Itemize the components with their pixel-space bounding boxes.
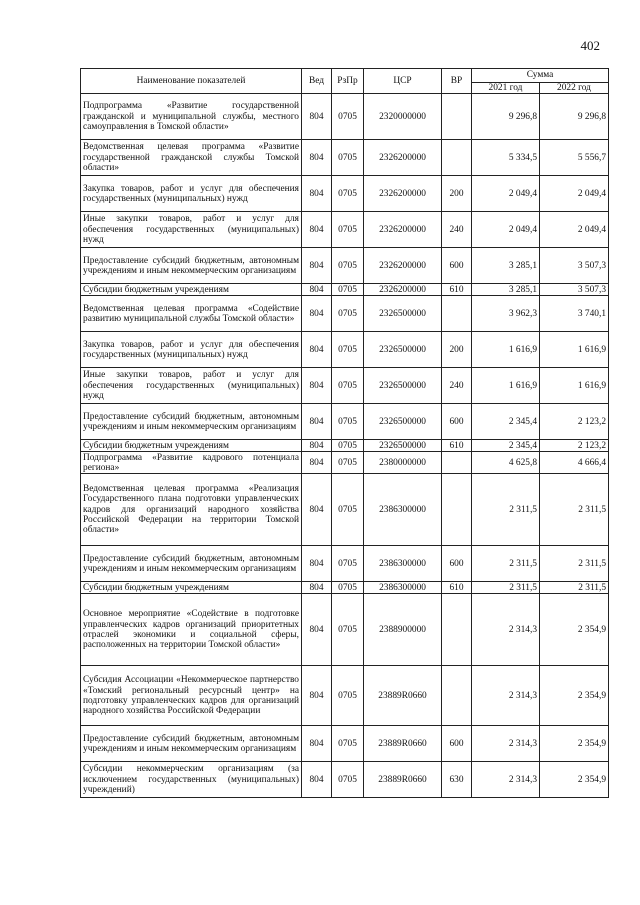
row-name-cell: Субсидии бюджетным учреждениям [81,582,302,594]
row-name-cell: Предоставление субсидий бюджетным, автономным учреждениям и иным некоммерческим организациям [81,404,302,440]
row-rzpr-cell: 0705 [332,248,364,284]
row-name-cell: Субсидии бюджетным учреждениям [81,440,302,452]
row-csr-cell: 2386300000 [364,582,442,594]
row-name-cell: Ведомственная целевая программа «Развитие государственной гражданской службы Томской области» [81,140,302,176]
row-name-cell: Закупка товаров, работ и услуг для обеспечения государственных (муниципальных) нужд [81,176,302,212]
row-rzpr-cell: 0705 [332,404,364,440]
row-vr-cell: 240 [442,368,472,404]
row-2021-cell: 3 285,1 [472,248,540,284]
row-rzpr-cell: 0705 [332,594,364,666]
table-row [81,248,609,284]
row-2022-cell: 2 311,5 [540,546,609,582]
table-row [81,176,609,212]
row-vr-cell [442,296,472,332]
row-2021-cell: 2 049,4 [472,176,540,212]
row-ved-cell: 804 [302,582,332,594]
row-2022-cell: 3 507,3 [540,248,609,284]
row-2021-cell: 1 616,9 [472,332,540,368]
row-2021-cell: 2 311,5 [472,582,540,594]
row-vr-cell [442,666,472,726]
row-2022-cell: 2 354,9 [540,762,609,798]
row-name-cell: Предоставление субсидий бюджетным, автономным учреждениям и иным некоммерческим организациям [81,726,302,762]
row-vr-cell: 200 [442,176,472,212]
row-vr-cell [442,452,472,474]
header-csr: ЦСР [364,69,442,94]
row-ved-cell: 804 [302,140,332,176]
row-rzpr-cell: 0705 [332,296,364,332]
row-rzpr-cell: 0705 [332,368,364,404]
row-2022-cell: 2 123,2 [540,404,609,440]
header-rzpr: РзПр [332,69,364,94]
row-rzpr-cell: 0705 [332,176,364,212]
header-ved: Вед [302,69,332,94]
row-2022-cell: 1 616,9 [540,332,609,368]
row-ved-cell: 804 [302,212,332,248]
header-2022: 2022 год [540,83,609,94]
row-csr-cell: 2386300000 [364,474,442,546]
row-name-cell: Закупка товаров, работ и услуг для обеспечения государственных (муниципальных) нужд [81,332,302,368]
page-number: 402 [580,38,600,53]
row-csr-cell: 2326200000 [364,140,442,176]
header-2021: 2021 год [472,83,540,94]
row-csr-cell: 2326200000 [364,284,442,296]
row-csr-cell: 2326500000 [364,332,442,368]
table-row [81,94,609,140]
row-2021-cell: 2 345,4 [472,440,540,452]
header-sum: Сумма [472,69,609,83]
row-vr-cell: 600 [442,248,472,284]
table-row [81,140,609,176]
row-rzpr-cell: 0705 [332,440,364,452]
row-csr-cell: 2386300000 [364,546,442,582]
row-csr-cell: 2326200000 [364,248,442,284]
row-2021-cell: 2 314,3 [472,666,540,726]
row-csr-cell: 2326200000 [364,212,442,248]
table-row [81,546,609,582]
table-body [81,94,609,798]
row-2021-cell: 3 962,3 [472,296,540,332]
header-name: Наименование показателей [81,69,302,94]
row-csr-cell: 2326500000 [364,296,442,332]
row-2022-cell: 2 123,2 [540,440,609,452]
row-rzpr-cell: 0705 [332,546,364,582]
table-row [81,296,609,332]
row-vr-cell: 600 [442,726,472,762]
row-2021-cell: 2 314,3 [472,726,540,762]
table-row [81,332,609,368]
row-ved-cell: 804 [302,332,332,368]
row-ved-cell: 804 [302,296,332,332]
row-2022-cell: 3 507,3 [540,284,609,296]
row-name-cell: Субсидии бюджетным учреждениям [81,284,302,296]
row-ved-cell: 804 [302,594,332,666]
row-vr-cell: 610 [442,582,472,594]
row-ved-cell: 804 [302,452,332,474]
row-2021-cell: 2 311,5 [472,546,540,582]
row-rzpr-cell: 0705 [332,332,364,368]
row-2022-cell: 2 049,4 [540,176,609,212]
row-ved-cell: 804 [302,762,332,798]
row-2021-cell: 3 285,1 [472,284,540,296]
table-row [81,666,609,726]
row-2022-cell: 2 354,9 [540,726,609,762]
row-csr-cell: 2320000000 [364,94,442,140]
row-2022-cell: 9 296,8 [540,94,609,140]
row-2021-cell: 5 334,5 [472,140,540,176]
row-2021-cell: 2 311,5 [472,474,540,546]
row-2021-cell: 2 049,4 [472,212,540,248]
row-csr-cell: 2326500000 [364,440,442,452]
row-vr-cell: 610 [442,284,472,296]
row-vr-cell [442,94,472,140]
row-csr-cell: 2326500000 [364,368,442,404]
row-csr-cell: 2380000000 [364,452,442,474]
row-2022-cell: 1 616,9 [540,368,609,404]
table-row [81,452,609,474]
row-vr-cell [442,140,472,176]
row-rzpr-cell: 0705 [332,284,364,296]
row-name-cell: Предоставление субсидий бюджетным, автономным учреждениям и иным некоммерческим организациям [81,248,302,284]
row-2022-cell: 3 740,1 [540,296,609,332]
row-vr-cell: 600 [442,546,472,582]
row-rzpr-cell: 0705 [332,666,364,726]
row-name-cell: Предоставление субсидий бюджетным, автономным учреждениям и иным некоммерческим организациям [81,546,302,582]
row-ved-cell: 804 [302,726,332,762]
row-rzpr-cell: 0705 [332,140,364,176]
row-ved-cell: 804 [302,176,332,212]
row-vr-cell: 610 [442,440,472,452]
row-vr-cell [442,594,472,666]
table-row [81,212,609,248]
row-2021-cell: 9 296,8 [472,94,540,140]
row-rzpr-cell: 0705 [332,212,364,248]
row-vr-cell [442,474,472,546]
row-ved-cell: 804 [302,474,332,546]
row-ved-cell: 804 [302,368,332,404]
row-2021-cell: 2 314,3 [472,594,540,666]
table-row [81,594,609,666]
row-2021-cell: 1 616,9 [472,368,540,404]
row-2022-cell: 2 049,4 [540,212,609,248]
row-rzpr-cell: 0705 [332,94,364,140]
table-row [81,582,609,594]
row-name-cell: Ведомственная целевая программа «Реализация Государственного плана подготовки управленческих кадров для организаций народного хозяйства Российской Федерации на территории Томской области» [81,474,302,546]
table-row [81,762,609,798]
row-rzpr-cell: 0705 [332,726,364,762]
header-vr: ВР [442,69,472,94]
row-csr-cell: 2388900000 [364,594,442,666]
row-2021-cell: 4 625,8 [472,452,540,474]
row-ved-cell: 804 [302,284,332,296]
row-vr-cell: 630 [442,762,472,798]
row-rzpr-cell: 0705 [332,582,364,594]
row-2022-cell: 2 354,9 [540,594,609,666]
row-rzpr-cell: 0705 [332,762,364,798]
row-ved-cell: 804 [302,404,332,440]
row-csr-cell: 23889R0660 [364,762,442,798]
row-2022-cell: 2 354,9 [540,666,609,726]
table-row [81,474,609,546]
row-vr-cell: 600 [442,404,472,440]
budget-table [80,68,609,798]
table-row [81,404,609,440]
row-2022-cell: 2 311,5 [540,582,609,594]
row-name-cell: Ведомственная целевая программа «Содействие развитию муниципальной службы Томской области» [81,296,302,332]
table-row [81,368,609,404]
row-rzpr-cell: 0705 [332,474,364,546]
row-2021-cell: 2 314,3 [472,762,540,798]
row-2021-cell: 2 345,4 [472,404,540,440]
row-csr-cell: 23889R0660 [364,726,442,762]
row-csr-cell: 23889R0660 [364,666,442,726]
row-ved-cell: 804 [302,94,332,140]
table-row [81,726,609,762]
row-csr-cell: 2326200000 [364,176,442,212]
row-2022-cell: 5 556,7 [540,140,609,176]
row-csr-cell: 2326500000 [364,404,442,440]
row-vr-cell: 200 [442,332,472,368]
table-row [81,440,609,452]
row-vr-cell: 240 [442,212,472,248]
row-ved-cell: 804 [302,248,332,284]
row-name-cell: Основное мероприятие «Содействие в подготовке управленческих кадров организаций приоритетных отраслей экономики и социальной сферы, расположенных на территории Томской области» [81,594,302,666]
row-2022-cell: 2 311,5 [540,474,609,546]
row-name-cell: Субсидия Ассоциации «Некоммерческое партнерство «Томский региональный ресурсный центр» на подготовку управленческих кадров для организаций народного хозяйства Российской Федерации [81,666,302,726]
row-name-cell: Подпрограмма «Развитие государственной гражданской и муниципальной службы, местного самоуправления в Томской области» [81,94,302,140]
row-ved-cell: 804 [302,666,332,726]
row-name-cell: Субсидии некоммерческим организациям (за исключением государственных (муниципальных) учреждений) [81,762,302,798]
row-name-cell: Подпрограмма «Развитие кадрового потенциала региона» [81,452,302,474]
table-row [81,284,609,296]
row-ved-cell: 804 [302,440,332,452]
row-rzpr-cell: 0705 [332,452,364,474]
row-2022-cell: 4 666,4 [540,452,609,474]
row-name-cell: Иные закупки товаров, работ и услуг для обеспечения государственных (муниципальных) нужд [81,212,302,248]
row-ved-cell: 804 [302,546,332,582]
row-name-cell: Иные закупки товаров, работ и услуг для обеспечения государственных (муниципальных) нужд [81,368,302,404]
